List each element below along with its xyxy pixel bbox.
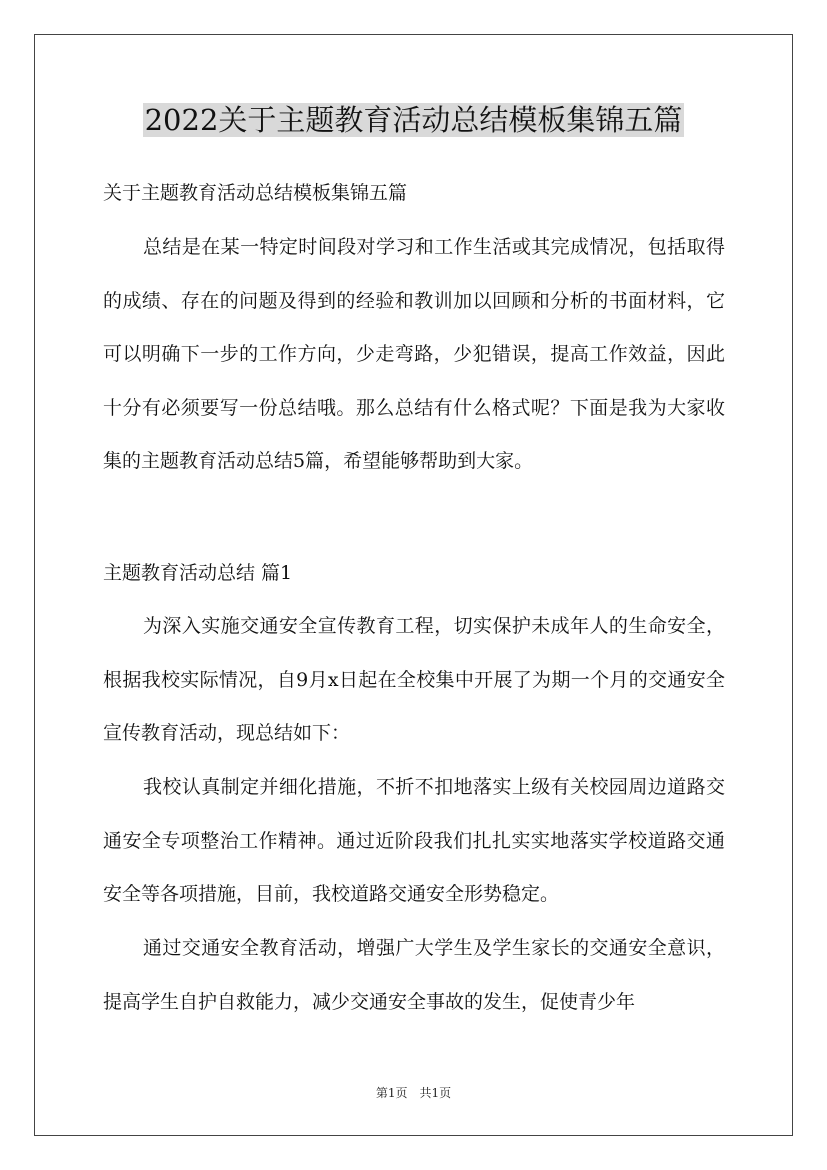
section-heading: 主题教育活动总结 篇1 <box>103 562 293 584</box>
body-paragraph-1: 为深入实施交通安全宣传教育工程，切实保护未成年人的生命安全，根据我校实际情况，自9月x日起在全校集中开展了为期一个月的交通安全宣传教育活动，现总结如下： <box>103 615 725 744</box>
page-footer <box>0 1084 827 1101</box>
document-subtitle: 关于主题教育活动总结模板集锦五篇 <box>103 182 408 204</box>
page-total: 共1页 <box>419 1086 452 1100</box>
document-title <box>0 100 827 140</box>
body-paragraph-2: 我校认真制定并细化措施，不折不扣地落实上级有关校园周边道路交通安全专项整治工作精神。通过近阶段我们扎扎实实地落实学校道路交通安全等各项措施，目前，我校道路交通安全形势稳定。 <box>103 776 725 905</box>
body-paragraph-3: 通过交通安全教育活动，增强广大学生及学生家长的交通安全意识，提高学生自护自救能力，减少交通安全事故的发生，促使青少年 <box>103 937 725 1013</box>
intro-paragraph: 总结是在某一特定时间段对学习和工作生活或其完成情况，包括取得的成绩、存在的问题及得到的经验和教训加以回顾和分析的书面材料，它可以明确下一步的工作方向，少走弯路，少犯错误，提高工作效益，因此十分有必须要写一份总结哦。那么总结有什么格式呢？下面是我为大家收集的主题教育活动总结5篇，希望能够帮助到大家。 <box>103 236 725 472</box>
document-title-text: 2022关于主题教育活动总结模板集锦五篇 <box>144 103 683 137</box>
page-number: 第1页 <box>375 1086 408 1100</box>
